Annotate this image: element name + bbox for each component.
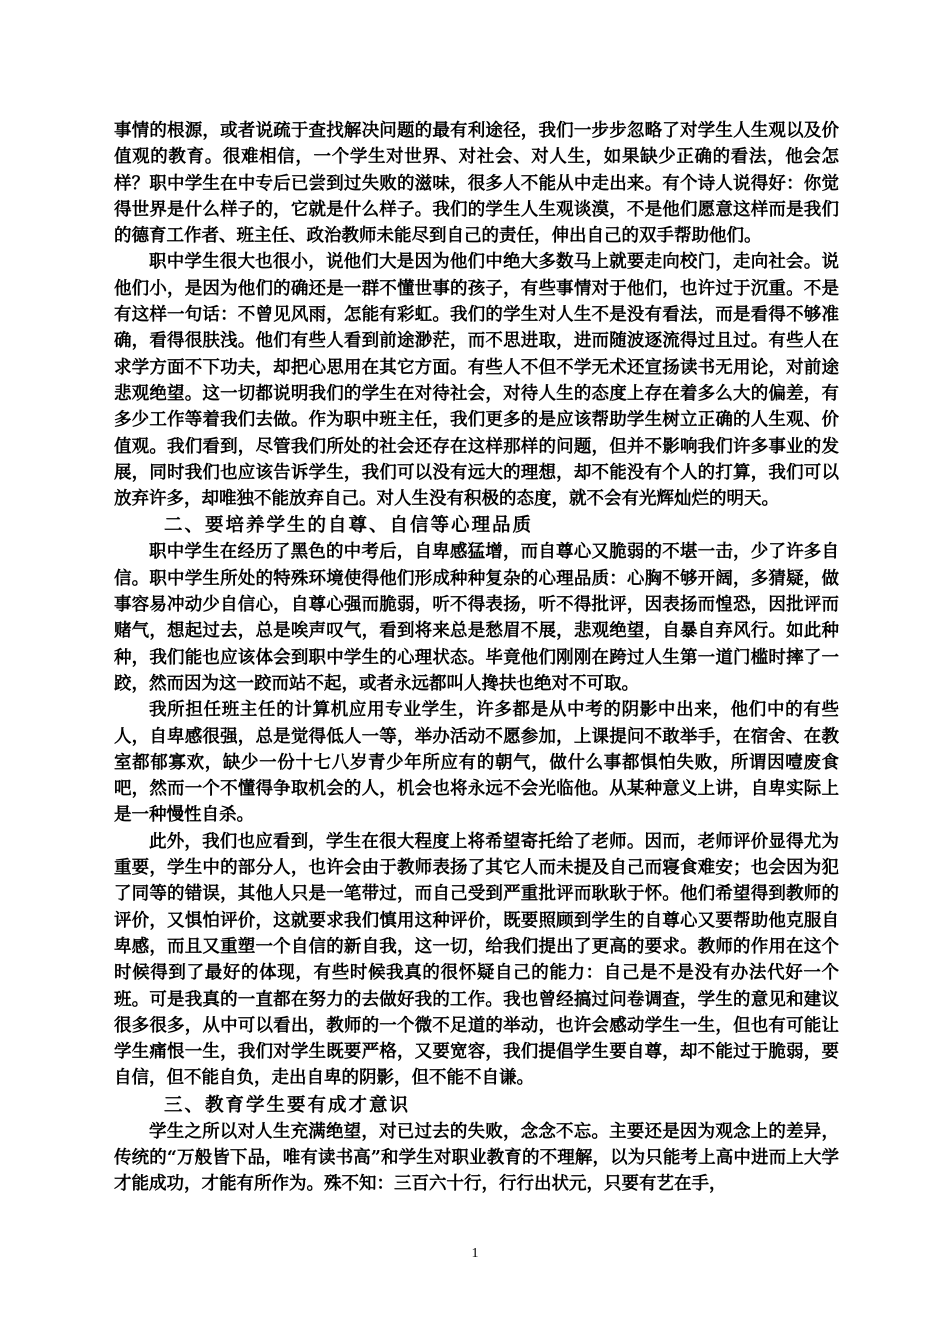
document-body — [114, 118, 839, 1198]
paragraph: 事情的根源，或者说疏于查找解决问题的最有利途径，我们一步步忽略了对学生人生观以及价值观的教育。很难相信，一个学生对世界、对社会、对人生，如果缺少正确的看法，他会怎样？职中学生在中专后已尝到过失败的滋味，很多人不能从中走出来。有个诗人说得好：你觉得世界是什么样子的，它就是什么样子。我们的学生人生观谈漠，不是他们愿意这样而是我们的德育工作者、班主任、政治教师未能尽到自己的责任，伸出自己的双手帮助他们。 — [114, 121, 839, 247]
section-heading: 二、要培养学生的自尊、自信等心理品质 — [164, 515, 534, 537]
paragraph: 学生之所以对人生充满绝望，对已过去的失败，念念不忘。主要还是因为观念上的差异，传统的“万般皆下品，唯有读书高”和学生对职业教育的不理解，以为只能考上高中进而上大学才能成功，才能有所作为。殊不知：三百六十行，行行出状元，只要有艺在手， — [114, 1121, 839, 1195]
paragraph: 职中学生很大也很小，说他们大是因为他们中绝大多数马上就要走向校门，走向社会。说他们小，是因为他们的确还是一群不懂世事的孩子，有些事情对于他们，也许过于沉重。不是有这样一句话：不曾见风雨，怎能有彩虹。我们的学生对人生不是没有看法，而是看得不够准确，看得很肤浅。他们有些人看到前途渺茫，而不思进取，进而随波逐流得过且过。有些人在求学方面不下功夫，却把心思用在其它方面。有些人不但不学无术还宣扬读书无用论，对前途悲观绝望。这一切都说明我们的学生在对待社会，对待人生的态度上存在着多么大的偏差，有多少工作等着我们去做。作为职中班主任，我们更多的是应该帮助学生树立正确的人生观、价值观。我们看到，尽管我们所处的社会还存在这样那样的问题，但并不影响我们许多事业的发展，同时我们也应该告诉学生，我们可以没有远大的理想，却不能没有个人的打算，我们可以放弃许多，却唯独不能放弃自己。对人生没有积极的态度，就不会有光辉灿烂的明天。 — [114, 252, 839, 510]
paragraph: 此外，我们也应看到，学生在很大程度上将希望寄托给了老师。因而，老师评价显得尤为重要，学生中的部分人，也许会由于教师表扬了其它人而未提及自己而寝食难安；也会因为犯了同等的错误，其他人只是一笔带过，而自己受到严重批评而耿耿于怀。他们希望得到教师的评价，又惧怕评价，这就要求我们慎用这种评价，既要照顾到学生的自尊心又要帮助他克服自卑感，而且又重塑一个自信的新自我，这一切，给我们提出了更高的要求。教师的作用在这个时候得到了最好的体现，有些时候我真的很怀疑自己的能力：自己是不是没有办法代好一个班。可是我真的一直都在努力的去做好我的工作。我也曾经搞过问卷调查，学生的意见和建议很多很多，从中可以看出，教师的一个微不足道的举动，也许会感动学生一生，但也有可能让学生痛恨一生，我们对学生既要严格，又要宽容，我们提倡学生要自尊，却不能过于脆弱，要自信，但不能自负，走出自卑的阴影，但不能不自谦。 — [114, 831, 839, 1089]
paragraph: 我所担任班主任的计算机应用专业学生，许多都是从中考的阴影中出来，他们中的有些人，自卑感很强，总是觉得低人一等，举办活动不愿参加，上课提问不敢举手，在宿舍、在教室都郁寡欢，缺少一份十七八岁青少年所应有的朝气，做什么事都惧怕失败，所谓因噎废食吧，然而一个不懂得争取机会的人，机会也将永远不会光临他。从某种意义上讲，自卑实际上是一种慢性自杀。 — [114, 700, 839, 826]
paragraph: 职中学生在经历了黑色的中考后，自卑感猛增，而自尊心又脆弱的不堪一击，少了许多自信。职中学生所处的特殊环境使得他们形成种种复杂的心理品质：心胸不够开阔，多猜疑，做事容易冲动少自信心，自尊心强而脆弱，听不得表扬，听不得批评，因表扬而惶恐，因批评而赌气，想起过去，总是唉声叹气，看到将来总是愁眉不展，悲观绝望，自暴自弃风行。如此种种，我们能也应该体会到职中学生的心理状态。毕竟他们刚刚在跨过人生第一道门槛时摔了一跤，然而因为这一跤而站不起，或者永远都叫人搀扶也绝对不可取。 — [114, 542, 839, 694]
section-heading: 三、教育学生要有成才意识 — [164, 1094, 411, 1116]
page-number: 1 — [471, 1246, 479, 1261]
